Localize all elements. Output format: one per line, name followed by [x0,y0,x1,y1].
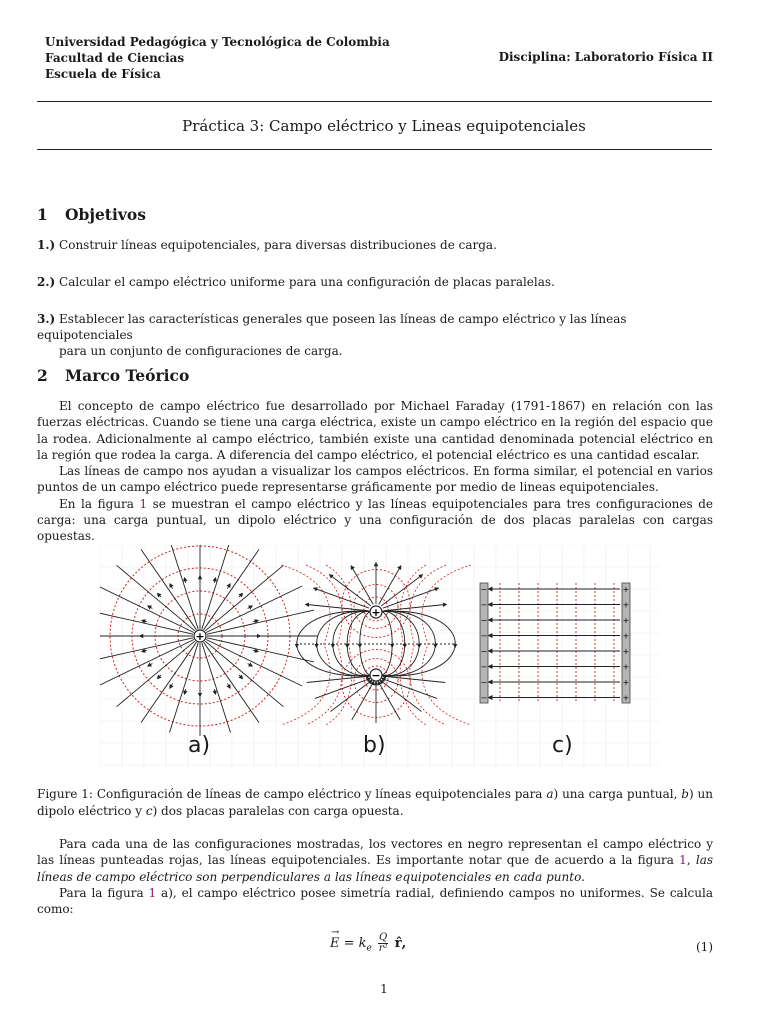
negative-charge-sign: − [480,600,488,610]
figure-reference-link[interactable]: 1 [148,885,157,900]
field-line [169,545,198,629]
svg-text:+: + [371,606,381,619]
objective-label: 2.) [37,275,56,289]
field-arrow [171,585,173,588]
text-run: se muestran el campo eléctrico y las líneas equipotenciales para tres configuraciones de carga: una carga puntual, un dipolo eléctrico y una configuración de dos placas paralelas con cargas opuestas. [37,496,714,544]
positive-charge-sign: + [622,600,630,610]
field-arrow [185,689,186,693]
field-arrow [171,684,173,687]
field-arrow [228,684,230,687]
objective-label: 3.) [37,312,56,326]
section-heading-marco-teorico [37,366,189,385]
text-run: a [546,787,554,801]
text-run: las líneas de campo eléctrico son perpendiculares a las líneas equipotenciales en cada punto. [37,853,714,884]
field-arrow [149,664,152,666]
objective-text-continued: para un conjunto de configuraciones de carga. [59,344,343,358]
panel-a-point-charge [100,545,318,736]
paragraph: Las líneas de campo nos ayudan a visualizar los campos eléctricos. En forma similar, el potencial en varios puntos de un campo eléctrico puede representarse gráficamente por medio de lineas equipotenciales. [37,464,713,495]
panel-b-dipole [281,564,471,725]
field-arrow [158,594,161,597]
equation-subscript: e [366,943,372,954]
objective-item [37,237,717,253]
figure-label-a: a) [188,733,211,758]
title-rule-bottom [37,149,712,150]
figure-caption [37,786,713,819]
faculty-name: Facultad de Ciencias [45,51,185,65]
field-arrow [248,607,251,609]
section-title: Objetivos [65,205,146,224]
figure-label-c: c) [552,733,573,758]
field-line [333,611,376,676]
svg-text:−: − [371,669,381,682]
text-run: Para la figura [59,885,149,900]
field-arrow [214,689,215,693]
text-run: ) dos placas paralelas con carga opuesta. [152,803,404,818]
text-run: En la figura [59,496,140,511]
vector-e: → E [330,927,340,951]
positive-charge-sign: + [622,693,630,703]
positive-charge-sign: + [622,585,630,594]
field-line [376,611,419,676]
field-line [117,565,195,631]
title-rule-top [37,101,712,102]
field-arrow [228,585,230,588]
field-line [205,641,283,707]
field-arrow [248,664,251,666]
equation-electric-field [330,927,407,963]
positive-charge-sign: + [622,631,630,641]
text-run: Figure 1: Configuración de líneas de campo eléctrico y líneas equipotenciales para [37,787,547,801]
field-line [307,604,368,610]
objective-text: Establecer las características generales que poseen las líneas de campo eléctrico y las líneas equipotenciales [37,312,627,342]
field-line [100,640,194,687]
field-line [205,565,283,631]
positive-charge-sign: + [622,616,630,625]
equation-unit-vector: r̂, [390,936,407,951]
field-arrow [143,621,147,622]
objective-item [37,274,717,290]
field-line [384,604,445,610]
paragraph [37,836,713,885]
equation-fraction [378,933,388,954]
text-run: Para cada una de las configuraciones mostradas, los vectores en negro representan el campo eléctrico y las líneas punteadas rojas, las líneas equipotenciales. Es importante notar que de acuerdo a la figura [37,837,713,868]
paragraph: El concepto de campo eléctrico fue desarrollado por Michael Faraday (1791-1867) en relación con las fuerzas eléctricas. Cuando se tiene una carga eléctrica, existe un campo eléctrico en la región del espacio que la rodea. Adicionalmente al campo eléctrico, también existe una cantidad denominada potencial eléctrico en la región que rodea la carga. A diferencia del campo eléctrico, el potencial eléctrico es una cantidad escalar. [37,399,713,462]
section-heading-objetivos [37,205,146,224]
svg-text:+: + [195,630,205,643]
negative-charge-sign: − [480,647,488,656]
section-number: 1 [37,205,48,224]
field-line [376,611,455,676]
equation-number: (1) [696,940,713,954]
field-arrow [143,650,147,651]
negative-charge-sign: − [480,693,488,703]
section-title: Marco Teórico [65,366,190,385]
negative-charge-sign: − [480,585,488,594]
discussion-body [37,836,713,917]
page-number: 1 [380,982,388,996]
text-run: , [686,853,696,868]
figure-reference-link[interactable]: 1 [139,496,148,511]
fraction-denominator: r² [378,943,388,954]
positive-charge-a [194,630,206,643]
text-run: c [145,803,153,818]
panel-c-parallel-plates [480,583,630,703]
objective-text: Construir líneas equipotenciales, para diversas distribuciones de carga. [59,238,497,252]
text-run: b [681,787,689,801]
field-arrow [239,594,242,597]
field-line [202,643,231,733]
negative-charge-sign: − [480,662,488,672]
negative-charge-b [370,669,382,682]
positive-charge-sign: + [622,678,630,687]
section-number: 2 [37,366,48,385]
negative-charge-sign: − [480,631,488,641]
paragraph [37,496,713,545]
field-arrow [185,579,186,583]
header-institution [45,34,390,82]
document-title: Práctica 3: Campo eléctrico y Lineas equipotenciales [182,117,586,135]
negative-charge-sign: − [480,678,488,687]
field-line [169,643,198,733]
theory-body [37,398,713,545]
objective-text: Calcular el campo eléctrico uniforme para una configuración de placas paralelas. [59,275,555,289]
field-arrow [149,607,152,609]
school-name: Escuela de Física [45,67,161,81]
positive-charge-b [370,606,382,619]
field-line [117,641,195,707]
objective-label: 1.) [37,238,56,252]
text-run: ) una carga puntual, [553,787,682,801]
university-name: Universidad Pedagógica y Tecnológica de Colombia [45,35,390,49]
field-line [204,642,260,723]
figure-reference-link[interactable]: 1 [679,853,687,868]
figure-label-b: b) [363,733,386,758]
positive-charge-sign: + [622,647,630,656]
field-line [204,549,260,630]
discipline-label: Disciplina: Laboratorio Física II [498,50,713,64]
fraction-numerator: Q [379,932,388,943]
field-arrow [214,579,215,583]
paragraph [37,885,713,918]
text-run: ) un dipolo eléctrico y [37,787,714,818]
objective-item [37,311,717,359]
equation-coefficient: = k [339,936,367,951]
field-line [202,545,231,629]
negative-charge-sign: − [480,616,488,625]
positive-charge-sign: + [622,662,630,672]
text-run: a), el campo eléctrico posee simetría radial, definiendo campos no uniformes. Se calcula como: [37,885,713,917]
